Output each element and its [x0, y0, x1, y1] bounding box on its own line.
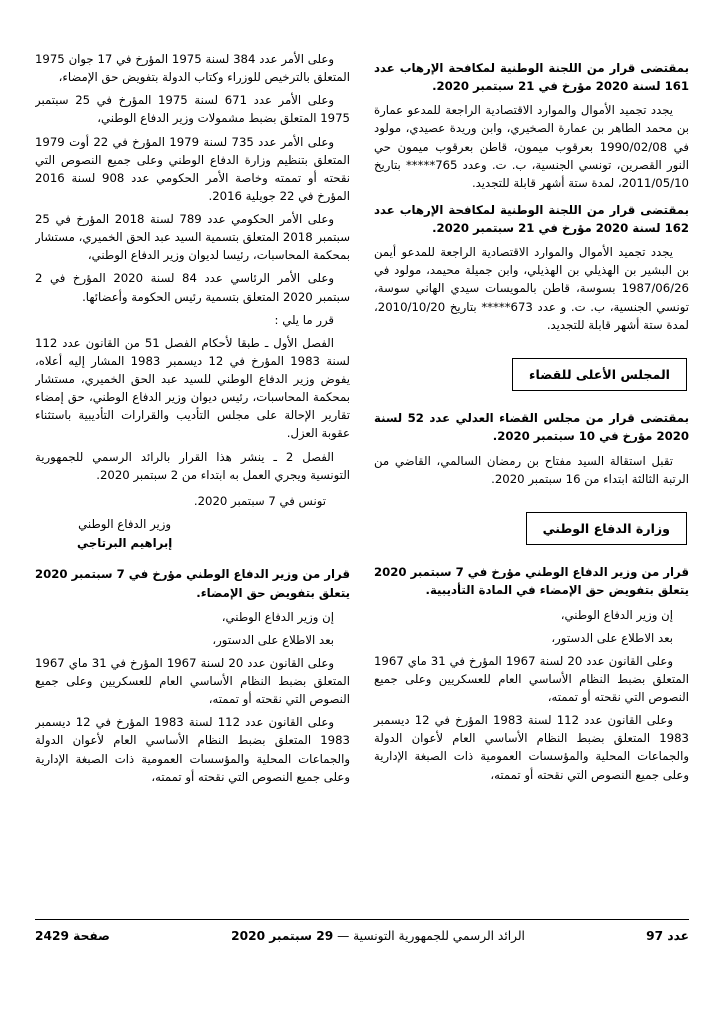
paragraph-constitution-reference-2: بعد الاطلاع على الدستور،: [212, 632, 334, 647]
paragraph-law-112-1983: وعلى القانون عدد 112 لسنة 1983 المؤرخ في 12 ديسمبر 1983 المتعلق بضبط النظام الأساسي العام لأعوان الدولة والجماعات المحلية والمؤسسات العمومية ذات الصبغة الإدارية وعلى جميع النصوص التي نقحته أو تممته،: [374, 713, 689, 782]
paragraph-constitution-reference: بعد الاطلاع على الدستور،: [551, 630, 673, 645]
footer-issue-number: عدد 97: [646, 929, 689, 943]
paragraph-decree-735-1979: وعلى الأمر عدد 735 لسنة 1979 المؤرخ في 22 أوت 1979 المتعلق بتنظيم وزارة الدفاع الوطني وعلى جميع النصوص التي نقحته أو تممته وخاصة الأمر الحكومي عدد 908 لسنة 2016 المؤرخ في 22 جويلية 2016.: [35, 134, 350, 203]
page-footer: [35, 919, 689, 946]
signature-title: وزير الدفاع الوطني: [78, 516, 172, 531]
signature-block: [77, 515, 172, 554]
decree-heading-judicial-council-52: بمقتضى قرار من مجلس القضاء العدلي عدد 52 لسنة 2020 مؤرخ في 10 سبتمبر 2020.: [374, 411, 689, 444]
paragraph-decree-671-1975: وعلى الأمر عدد 671 لسنة 1975 المؤرخ في 25 سبتمبر 1975 المتعلق بضبط مشمولات وزير الدفاع الوطني،: [35, 93, 350, 126]
decree-heading-defense-signature-delegation-disciplinary: قرار من وزير الدفاع الوطني مؤرخ في 7 سبتمبر 2020 يتعلق بتفويض حق الإمضاء في المادة التأديبية.: [374, 565, 689, 598]
paragraph-decides: قرر ما يلي :: [274, 312, 334, 327]
paragraph-law-112-1983-2: وعلى القانون عدد 112 لسنة 1983 المؤرخ في 12 ديسمبر 1983 المتعلق بضبط النظام الأساسي العام لأعوان الدولة والجماعات المحلية والمؤسسات العمومية ذات الصبغة الإدارية وعلى جميع النصوص التي نقحته أو تممته،: [35, 715, 350, 784]
paragraph-law-20-1967: وعلى القانون عدد 20 لسنة 1967 المؤرخ في 31 ماي 1967 المتعلق بضبط النظام الأساسي العام للعسكريين وعلى جميع النصوص التي نقحته أو تممته،: [374, 653, 689, 705]
paragraph-article-1: الفصل الأول ـ طبقا لأحكام الفصل 51 من القانون عدد 112 لسنة 1983 المؤرخ في 12 ديسمبر 1983 المشار إليه أعلاه، يفوض وزير الدفاع الوطني للسيد عبد الحق الخميري، مستشار بمحكمة المحاسبات، رئيس ديوان وزير الدفاع الوطني، حق إمضاء تقارير الإحالة على مجلس التأديب والقرارات التأديبية باستثناء عقوبة العزل.: [35, 335, 350, 441]
paragraph-minister-intro-2: إن وزير الدفاع الوطني،: [221, 609, 334, 624]
paragraph-decree-384-1975: وعلى الأمر عدد 384 لسنة 1975 المؤرخ في 17 جوان 1975 المتعلق بالترخيص للوزراء وكتاب الدولة بتفويض حق الإمضاء،: [35, 52, 350, 85]
footer-journal-line: [231, 927, 525, 946]
paragraph-minister-intro: إن وزير الدفاع الوطني،: [560, 607, 673, 622]
footer-journal-title: الرائد الرسمي للجمهورية التونسية —: [337, 929, 525, 943]
paragraph-law-20-1967-2: وعلى القانون عدد 20 لسنة 1967 المؤرخ في 31 ماي 1967 المتعلق بضبط النظام الأساسي العام للعسكريين وعلى جميع النصوص التي نقحته أو تممته،: [35, 655, 350, 707]
paragraph-decree-84-2020: وعلى الأمر الرئاسي عدد 84 لسنة 2020 المؤرخ في 2 سبتمبر 2020 المتعلق بتسمية رئيس الحكومة وأعضائها.: [35, 271, 350, 304]
content-columns: [35, 50, 689, 916]
column-left: [35, 50, 350, 916]
section-box-supreme-judicial-council: المجلس الأعلى للقضاء: [512, 358, 687, 392]
decree-heading-counterterrorism-161: بمقتضى قرار من اللجنة الوطنية لمكافحة الإرهاب عدد 161 لسنة 2020 مؤرخ في 21 سبتمبر 2020.: [374, 61, 689, 94]
signature-name: إبراهيم البرتاجي: [77, 536, 173, 551]
column-right: [374, 50, 689, 916]
paragraph-article-2: الفصل 2 ـ ينشر هذا القرار بالرائد الرسمي للجمهورية التونسية ويجري العمل به ابتداء من 2 سبتمبر 2020.: [35, 449, 350, 482]
section-box-ministry-of-defense: وزارة الدفاع الوطني: [526, 512, 687, 546]
paragraph-decree-789-2018: وعلى الأمر الحكومي عدد 789 لسنة 2018 المؤرخ في 25 سبتمبر 2018 المتعلق بتسمية السيد عبد الحق الخميري، مستشار بمحكمة المحاسبات، رئيسا لديوان وزير الدفاع الوطني،: [35, 212, 350, 263]
paragraph-judicial-council-52: تقبل استقالة السيد مفتاح بن رمضان السالمي، القاضي من الرتبة الثالثة ابتداء من 16 سبتمبر 2020.: [374, 453, 689, 486]
decree-heading-defense-signature-delegation: قرار من وزير الدفاع الوطني مؤرخ في 7 سبتمبر 2020 يتعلق بتفويض حق الإمضاء.: [35, 567, 350, 600]
paragraph-counterterrorism-161: يجدد تجميد الأموال والموارد الاقتصادية الراجعة للمدعو عمارة بن محمد الطاهر بن عمارة الصخيري، وابن وريدة عصيدي، مولود في 1990/02/08 بعرقوب ميمون، قاطن بعرقوب ميمون حي النور القصرين، تونسي الجنسية، ب. ت. وعدد 765***** بتاريخ 2011/05/10، لمدة ستة أشهر قابلة للتجديد.: [374, 103, 689, 190]
paragraph-counterterrorism-162: يجدد تجميد الأموال والموارد الاقتصادية الراجعة للمدعو أيمن بن البشير بن الهذيلي بن الهذيلي، وابن جميلة محيمد، مولود في 1987/06/26 بسوسة، قاطن بالمويسات سيدي الهاني سوسة، تونسي الجنسية، ب. ت. و عدد 673***** بتاريخ 2010/10/20، لمدة ستة أشهر قابلة للتجديد.: [374, 245, 689, 332]
decree-heading-counterterrorism-162: بمقتضى قرار من اللجنة الوطنية لمكافحة الإرهاب عدد 162 لسنة 2020 مؤرخ في 21 سبتمبر 2020.: [374, 202, 689, 235]
footer-date: 29 سبتمبر 2020: [231, 929, 334, 943]
dateline-tunis: تونس في 7 سبتمبر 2020.: [193, 493, 326, 508]
footer-page-number: صفحة 2429: [35, 929, 110, 943]
